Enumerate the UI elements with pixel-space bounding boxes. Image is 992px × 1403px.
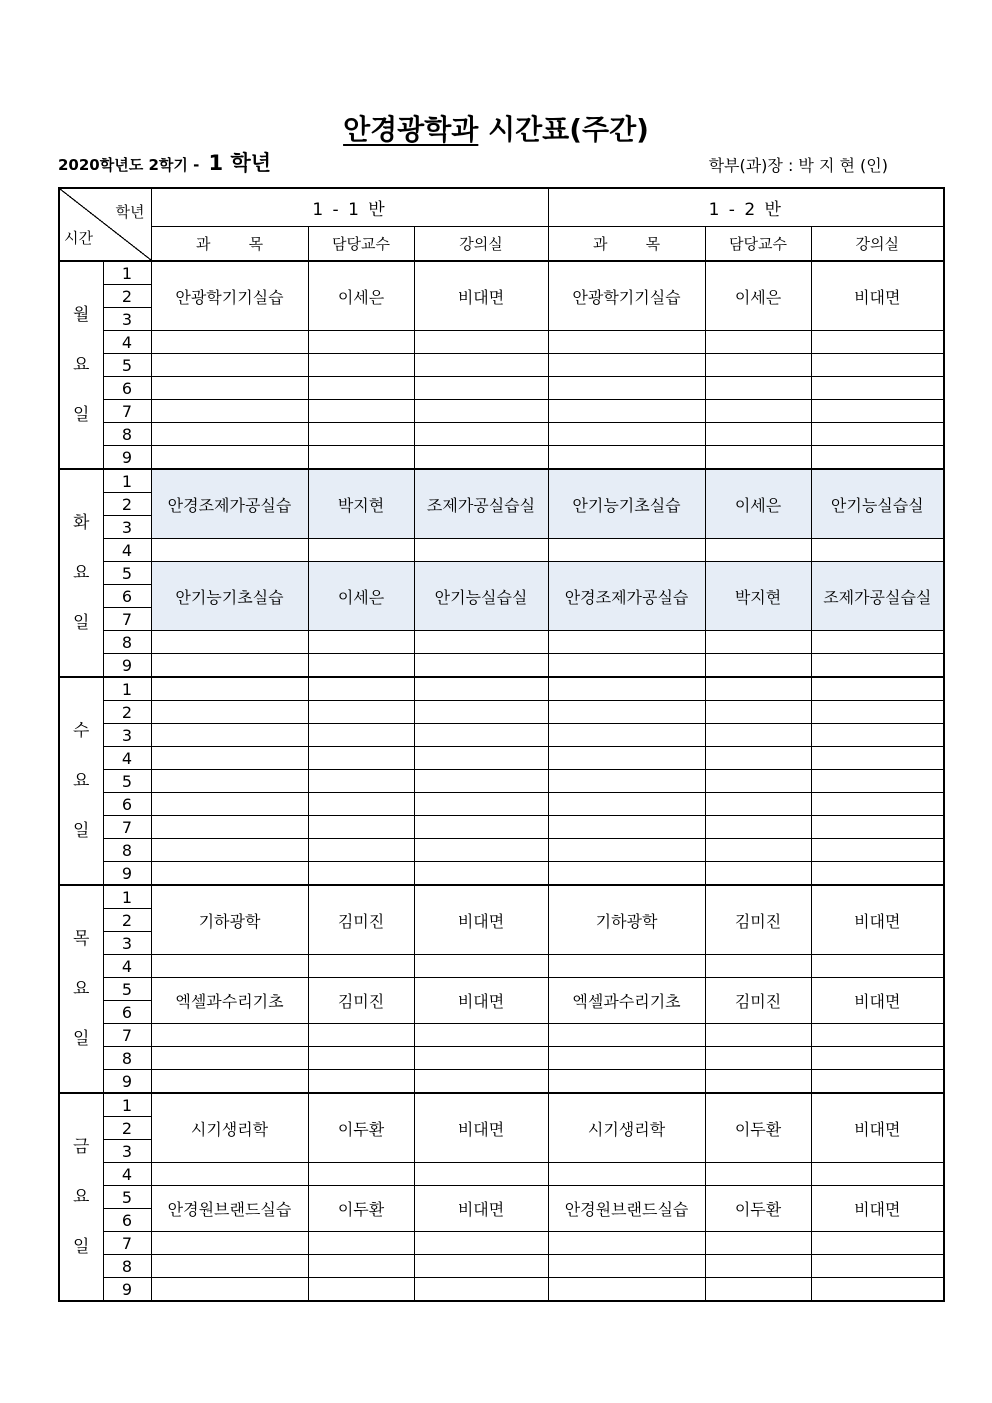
term-label: 2020학년도 2학기 -: [58, 156, 200, 174]
room-cell: 조제가공실습실: [414, 469, 548, 539]
day-char: 요: [73, 979, 90, 999]
period-number: 3: [103, 516, 151, 539]
period-number: 7: [103, 400, 151, 423]
room-cell: 비대면: [811, 1093, 944, 1163]
professor-cell: 이두환: [705, 1186, 811, 1232]
subject-cell: 기하광학: [548, 885, 705, 955]
day-char: 일: [73, 821, 90, 841]
professor-cell: 이두환: [705, 1093, 811, 1163]
day-char: 화: [73, 513, 90, 533]
period-number: 9: [103, 1278, 151, 1302]
col-professor: 담당교수: [308, 227, 414, 262]
subject-cell: 안경조제가공실습: [548, 562, 705, 631]
period-number: 1: [103, 1093, 151, 1117]
period-number: 8: [103, 839, 151, 862]
period-number: 6: [103, 793, 151, 816]
period-number: 1: [103, 469, 151, 493]
period-number: 3: [103, 932, 151, 955]
room-cell: 비대면: [414, 261, 548, 331]
department-head: 학부(과)장 : 박 지 현 (인): [708, 156, 888, 175]
day-char: 수: [73, 721, 90, 741]
grade-label: 1 학년: [208, 151, 272, 175]
room-cell: 비대면: [811, 261, 944, 331]
period-number: 1: [103, 677, 151, 701]
period-number: 5: [103, 1186, 151, 1209]
period-number: 8: [103, 631, 151, 654]
day-label-mon: [59, 261, 103, 469]
professor-cell: 이세은: [705, 469, 811, 539]
header-corner: [59, 188, 151, 261]
period-number: 8: [103, 1047, 151, 1070]
period-number: 6: [103, 1209, 151, 1232]
period-number: 2: [103, 701, 151, 724]
period-number: 9: [103, 862, 151, 886]
professor-cell: 김미진: [705, 978, 811, 1024]
day-char: 목: [73, 929, 90, 949]
period-number: 4: [103, 331, 151, 354]
period-number: 3: [103, 308, 151, 331]
period-number: 7: [103, 816, 151, 839]
professor-cell: 이세은: [308, 261, 414, 331]
period-number: 2: [103, 285, 151, 308]
period-number: 1: [103, 885, 151, 909]
day-char: 일: [73, 405, 90, 425]
subject-cell: 안경원브랜드실습: [151, 1186, 308, 1232]
day-char: 일: [73, 1029, 90, 1049]
room-cell: 비대면: [811, 978, 944, 1024]
title-rest: 시간표(주간): [488, 113, 649, 146]
period-number: 4: [103, 955, 151, 978]
col-subject: 과 목: [548, 227, 705, 262]
room-cell: 비대면: [414, 1186, 548, 1232]
subject-cell: 안광학기기실습: [548, 261, 705, 331]
col-professor: 담당교수: [705, 227, 811, 262]
period-number: 2: [103, 493, 151, 516]
class2-header: 1 - 2 반: [548, 188, 944, 227]
term-info: [58, 147, 271, 177]
professor-cell: 김미진: [308, 978, 414, 1024]
day-char: 월: [73, 305, 90, 325]
professor-cell: 이두환: [308, 1093, 414, 1163]
period-number: 1: [103, 261, 151, 285]
corner-grade-label: 학년: [115, 203, 145, 221]
period-number: 6: [103, 1001, 151, 1024]
period-number: 5: [103, 562, 151, 585]
period-number: 7: [103, 1232, 151, 1255]
period-number: 5: [103, 978, 151, 1001]
subject-cell: 안경원브랜드실습: [548, 1186, 705, 1232]
room-cell: 비대면: [414, 885, 548, 955]
col-room: 강의실: [811, 227, 944, 262]
subject-cell: 안기능기초실습: [151, 562, 308, 631]
period-number: 7: [103, 1024, 151, 1047]
day-char: 요: [73, 1187, 90, 1207]
title-department: 안경광학과: [343, 113, 479, 146]
professor-cell: 김미진: [308, 885, 414, 955]
period-number: 5: [103, 770, 151, 793]
period-number: 9: [103, 1070, 151, 1094]
room-cell: 비대면: [414, 978, 548, 1024]
period-number: 6: [103, 585, 151, 608]
day-label-thu: [59, 885, 103, 1093]
room-cell: 비대면: [811, 885, 944, 955]
subject-cell: 엑셀과수리기초: [151, 978, 308, 1024]
period-number: 3: [103, 724, 151, 747]
day-label-tue: [59, 469, 103, 677]
day-char: 요: [73, 355, 90, 375]
period-number: 5: [103, 354, 151, 377]
professor-cell: 박지현: [308, 469, 414, 539]
room-cell: 안기능실습실: [414, 562, 548, 631]
room-cell: 조제가공실습실: [811, 562, 944, 631]
day-char: 요: [73, 563, 90, 583]
professor-cell: 이두환: [308, 1186, 414, 1232]
day-char: 금: [73, 1137, 90, 1157]
subject-cell: 안경조제가공실습: [151, 469, 308, 539]
period-number: 2: [103, 1117, 151, 1140]
period-number: 4: [103, 1163, 151, 1186]
professor-cell: 박지현: [705, 562, 811, 631]
period-number: 9: [103, 654, 151, 678]
page-title: [0, 108, 992, 148]
corner-time-label: 시간: [64, 229, 93, 247]
subject-cell: 엑셀과수리기초: [548, 978, 705, 1024]
period-number: 9: [103, 446, 151, 470]
period-number: 8: [103, 423, 151, 446]
timetable: [58, 187, 945, 1302]
period-number: 2: [103, 909, 151, 932]
period-number: 8: [103, 1255, 151, 1278]
day-label-fri: [59, 1093, 103, 1301]
period-number: 4: [103, 539, 151, 562]
subject-cell: 시기생리학: [151, 1093, 308, 1163]
subject-cell: 안기능기초실습: [548, 469, 705, 539]
col-subject: 과 목: [151, 227, 308, 262]
subject-cell: 안광학기기실습: [151, 261, 308, 331]
day-char: 일: [73, 1237, 90, 1257]
room-cell: 비대면: [811, 1186, 944, 1232]
period-number: 3: [103, 1140, 151, 1163]
period-number: 7: [103, 608, 151, 631]
subject-cell: 시기생리학: [548, 1093, 705, 1163]
room-cell: 안기능실습실: [811, 469, 944, 539]
professor-cell: 김미진: [705, 885, 811, 955]
class1-header: 1 - 1 반: [151, 188, 548, 227]
day-label-wed: [59, 677, 103, 885]
period-number: 6: [103, 377, 151, 400]
professor-cell: 이세은: [308, 562, 414, 631]
period-number: 4: [103, 747, 151, 770]
col-room: 강의실: [414, 227, 548, 262]
room-cell: 비대면: [414, 1093, 548, 1163]
day-char: 일: [73, 613, 90, 633]
professor-cell: 이세은: [705, 261, 811, 331]
subject-cell: 기하광학: [151, 885, 308, 955]
day-char: 요: [73, 771, 90, 791]
